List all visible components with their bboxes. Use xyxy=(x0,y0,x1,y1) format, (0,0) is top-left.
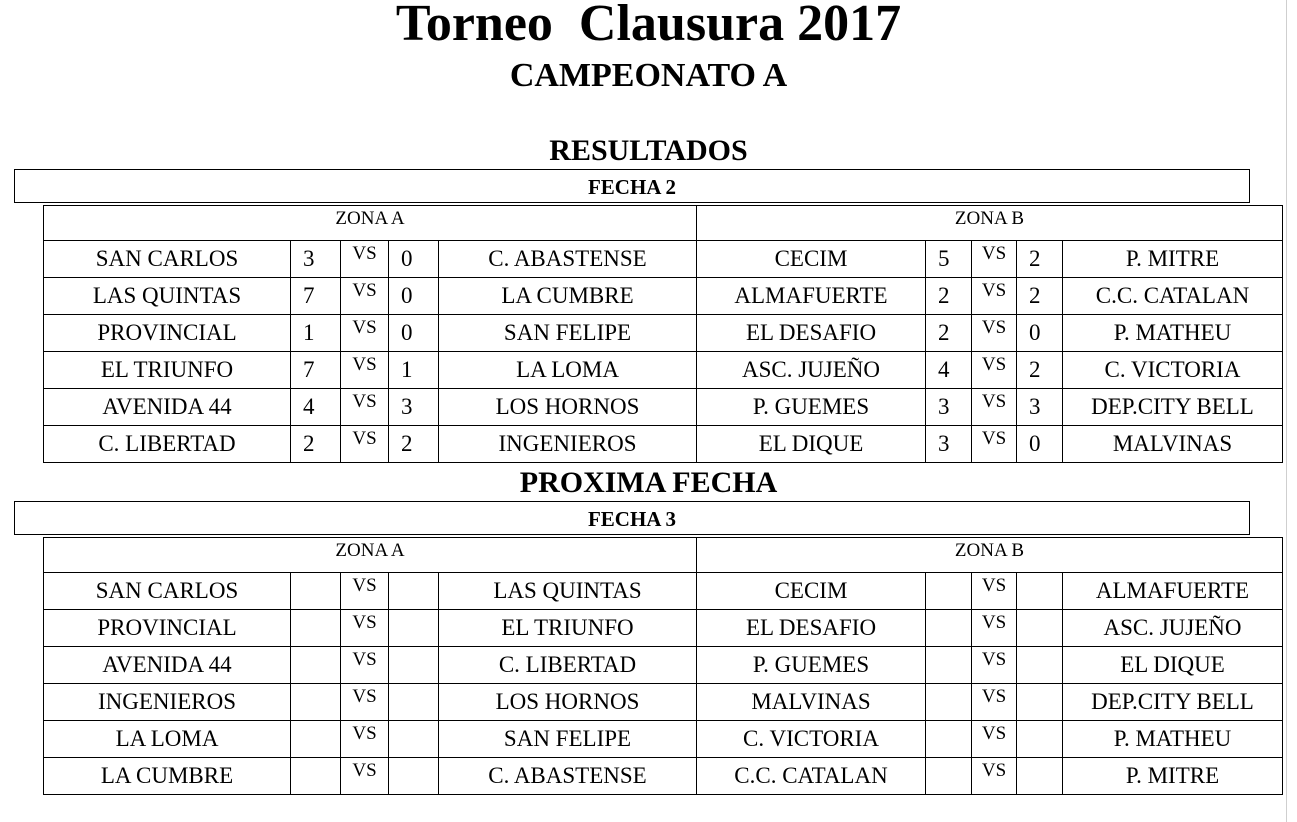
page-title: Torneo Clausura 2017 xyxy=(395,0,902,52)
results-zone-a-label: ZONA A xyxy=(44,206,697,241)
home-score: 1 xyxy=(291,315,341,352)
away-team: P. MITRE xyxy=(1063,241,1283,278)
home-score: 3 xyxy=(926,426,972,463)
vs-label: VS xyxy=(972,758,1017,795)
home-score xyxy=(926,610,972,647)
vs-label: VS xyxy=(341,758,389,795)
away-score: 2 xyxy=(389,426,439,463)
vs-label: VS xyxy=(972,610,1017,647)
away-team: LA LOMA xyxy=(439,352,697,389)
away-score: 2 xyxy=(1017,278,1063,315)
home-score xyxy=(291,758,341,795)
vs-label: VS xyxy=(972,426,1017,463)
results-match-row xyxy=(44,241,1283,278)
home-team: PROVINCIAL xyxy=(44,315,291,352)
vs-label: VS xyxy=(972,721,1017,758)
vs-label: VS xyxy=(972,315,1017,352)
next-zone-a-label: ZONA A xyxy=(44,538,697,573)
home-team: EL DIQUE xyxy=(697,426,926,463)
away-team: LOS HORNOS xyxy=(439,389,697,426)
home-score: 2 xyxy=(926,278,972,315)
vs-label: VS xyxy=(341,352,389,389)
away-score xyxy=(1017,721,1063,758)
home-team: EL TRIUNFO xyxy=(44,352,291,389)
page-subtitle: CAMPEONATO A xyxy=(509,57,788,94)
away-team: P. MATHEU xyxy=(1063,315,1283,352)
next-table xyxy=(43,537,1283,795)
away-team: P. MATHEU xyxy=(1063,721,1283,758)
away-score xyxy=(389,684,439,721)
results-match-row xyxy=(44,315,1283,352)
home-score xyxy=(926,758,972,795)
vs-label: VS xyxy=(341,610,389,647)
away-team: DEP.CITY BELL xyxy=(1063,389,1283,426)
next-zone-b-label: ZONA B xyxy=(697,538,1283,573)
away-score: 2 xyxy=(1017,352,1063,389)
away-score xyxy=(389,647,439,684)
home-team: PROVINCIAL xyxy=(44,610,291,647)
home-score: 5 xyxy=(926,241,972,278)
away-score xyxy=(1017,610,1063,647)
home-score: 4 xyxy=(291,389,341,426)
home-team: CECIM xyxy=(697,241,926,278)
away-score: 0 xyxy=(1017,426,1063,463)
results-fecha-bar: FECHA 2 xyxy=(14,169,1250,203)
home-team: MALVINAS xyxy=(697,684,926,721)
away-team: C. VICTORIA xyxy=(1063,352,1283,389)
away-team: SAN FELIPE xyxy=(439,315,697,352)
home-score xyxy=(926,573,972,610)
next-match-row xyxy=(44,721,1283,758)
results-match-row xyxy=(44,278,1283,315)
away-score: 2 xyxy=(1017,241,1063,278)
away-score xyxy=(1017,758,1063,795)
vs-label: VS xyxy=(972,389,1017,426)
away-score xyxy=(389,610,439,647)
home-team: AVENIDA 44 xyxy=(44,647,291,684)
home-score xyxy=(926,647,972,684)
home-score xyxy=(291,684,341,721)
home-score: 3 xyxy=(291,241,341,278)
home-team: P. GUEMES xyxy=(697,647,926,684)
home-score xyxy=(291,647,341,684)
home-score xyxy=(291,721,341,758)
results-zone-b-label: ZONA B xyxy=(697,206,1283,241)
home-team: P. GUEMES xyxy=(697,389,926,426)
vs-label: VS xyxy=(341,573,389,610)
vs-label: VS xyxy=(972,684,1017,721)
home-team: C. VICTORIA xyxy=(697,721,926,758)
home-score: 3 xyxy=(926,389,972,426)
home-team: CECIM xyxy=(697,573,926,610)
away-team: C. LIBERTAD xyxy=(439,647,697,684)
home-score: 7 xyxy=(291,278,341,315)
home-team: AVENIDA 44 xyxy=(44,389,291,426)
home-team: C. LIBERTAD xyxy=(44,426,291,463)
vs-label: VS xyxy=(341,389,389,426)
home-team: EL DESAFIO xyxy=(697,610,926,647)
away-team: P. MITRE xyxy=(1063,758,1283,795)
results-heading: RESULTADOS xyxy=(549,134,748,167)
next-match-row xyxy=(44,610,1283,647)
away-team: ALMAFUERTE xyxy=(1063,573,1283,610)
vs-label: VS xyxy=(972,573,1017,610)
away-score: 1 xyxy=(389,352,439,389)
home-team: SAN CARLOS xyxy=(44,573,291,610)
vs-label: VS xyxy=(341,278,389,315)
away-team: LOS HORNOS xyxy=(439,684,697,721)
vs-label: VS xyxy=(972,647,1017,684)
away-score xyxy=(1017,573,1063,610)
vs-label: VS xyxy=(972,278,1017,315)
away-score xyxy=(389,721,439,758)
home-score: 4 xyxy=(926,352,972,389)
away-score xyxy=(389,573,439,610)
away-team: LAS QUINTAS xyxy=(439,573,697,610)
home-team: ASC. JUJEÑO xyxy=(697,352,926,389)
home-team: SAN CARLOS xyxy=(44,241,291,278)
away-score: 3 xyxy=(389,389,439,426)
away-score: 0 xyxy=(389,241,439,278)
away-team: C. ABASTENSE xyxy=(439,241,697,278)
results-zone-header-row xyxy=(44,206,1283,241)
away-score: 0 xyxy=(1017,315,1063,352)
next-heading: PROXIMA FECHA xyxy=(519,466,778,499)
results-match-row xyxy=(44,352,1283,389)
home-score: 2 xyxy=(291,426,341,463)
home-team: INGENIEROS xyxy=(44,684,291,721)
away-score xyxy=(1017,684,1063,721)
home-score xyxy=(926,721,972,758)
away-score xyxy=(389,758,439,795)
away-score xyxy=(1017,647,1063,684)
vs-label: VS xyxy=(972,352,1017,389)
away-team: EL DIQUE xyxy=(1063,647,1283,684)
results-match-row xyxy=(44,426,1283,463)
away-team: LA CUMBRE xyxy=(439,278,697,315)
next-zone-header-row xyxy=(44,538,1283,573)
vs-label: VS xyxy=(972,241,1017,278)
away-team: MALVINAS xyxy=(1063,426,1283,463)
home-score xyxy=(291,610,341,647)
away-team: INGENIEROS xyxy=(439,426,697,463)
next-fecha-bar: FECHA 3 xyxy=(14,501,1250,535)
away-score: 0 xyxy=(389,278,439,315)
home-team: C.C. CATALAN xyxy=(697,758,926,795)
vs-label: VS xyxy=(341,426,389,463)
vs-label: VS xyxy=(341,647,389,684)
away-team: C.C. CATALAN xyxy=(1063,278,1283,315)
away-score: 3 xyxy=(1017,389,1063,426)
home-team: LAS QUINTAS xyxy=(44,278,291,315)
away-team: DEP.CITY BELL xyxy=(1063,684,1283,721)
results-match-row xyxy=(44,389,1283,426)
next-match-row xyxy=(44,758,1283,795)
home-score: 7 xyxy=(291,352,341,389)
home-score xyxy=(926,684,972,721)
away-team: ASC. JUJEÑO xyxy=(1063,610,1283,647)
home-team: ALMAFUERTE xyxy=(697,278,926,315)
away-team: C. ABASTENSE xyxy=(439,758,697,795)
home-team: LA CUMBRE xyxy=(44,758,291,795)
vs-label: VS xyxy=(341,721,389,758)
away-team: EL TRIUNFO xyxy=(439,610,697,647)
home-score xyxy=(291,573,341,610)
away-team: SAN FELIPE xyxy=(439,721,697,758)
next-match-row xyxy=(44,684,1283,721)
home-team: EL DESAFIO xyxy=(697,315,926,352)
results-table xyxy=(43,205,1283,463)
home-score: 2 xyxy=(926,315,972,352)
vs-label: VS xyxy=(341,684,389,721)
vs-label: VS xyxy=(341,315,389,352)
away-score: 0 xyxy=(389,315,439,352)
home-team: LA LOMA xyxy=(44,721,291,758)
page-edge-line xyxy=(1286,0,1287,822)
vs-label: VS xyxy=(341,241,389,278)
next-match-row xyxy=(44,573,1283,610)
next-match-row xyxy=(44,647,1283,684)
